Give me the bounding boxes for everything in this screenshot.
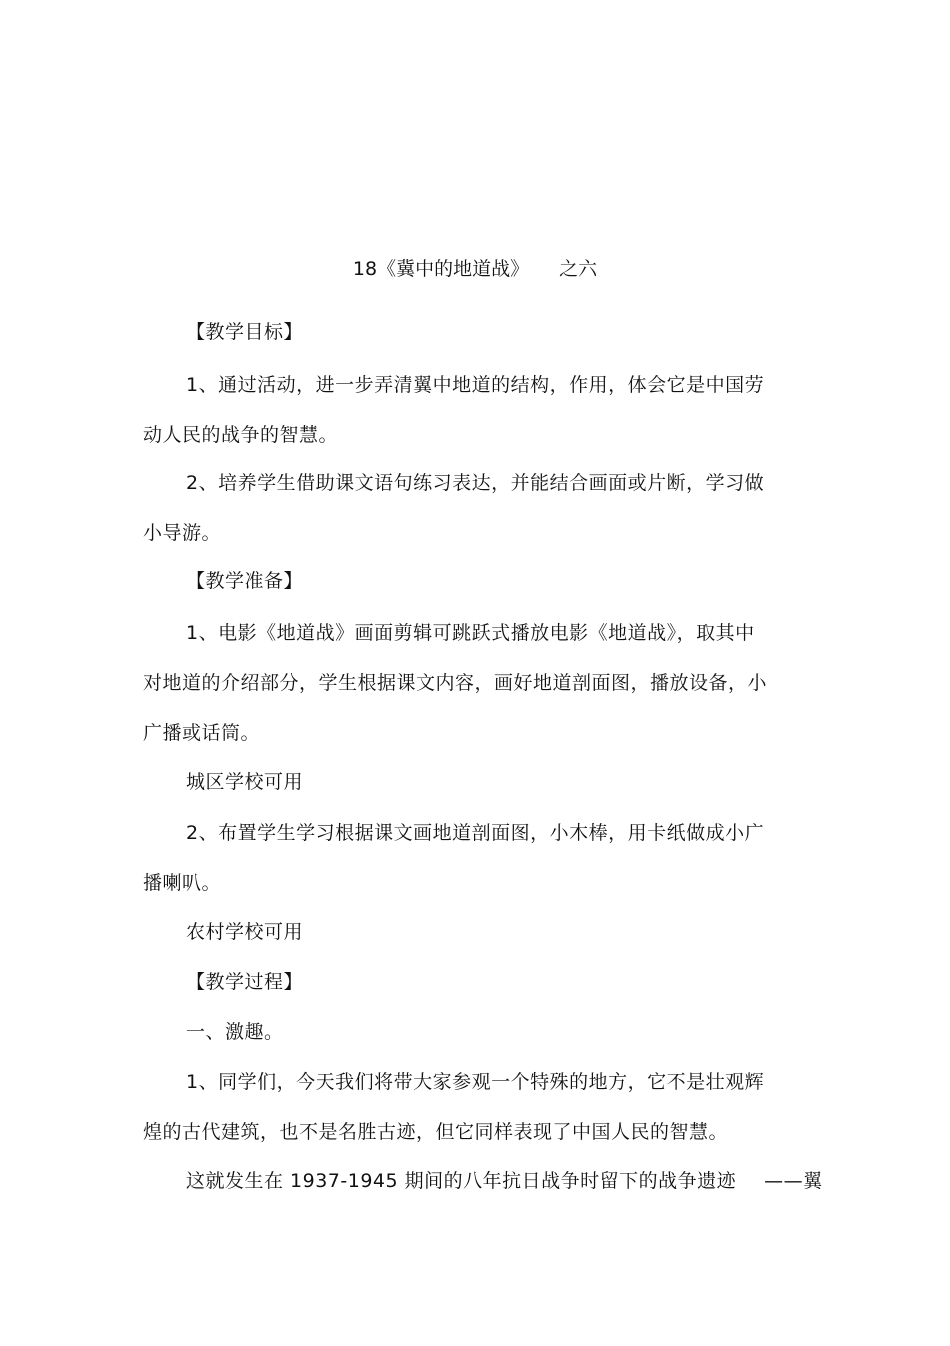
paragraph-line: 动人民的战争的智慧。 (143, 424, 339, 446)
paragraph-line: 对地道的介绍部分，学生根据课文内容，画好地道剖面图，播放设备，小 (143, 672, 768, 694)
last-line-start: 这就发生在 1937-1945 期间的八年抗日战争时留下的战争遗迹 (186, 1170, 737, 1192)
last-line-end: ——翼 (764, 1170, 823, 1192)
paragraph-line: 播喇叭。 (143, 872, 222, 894)
paragraph-line: 1、电影《地道战》画面剪辑可跳跃式播放电影《地道战》，取其中 (186, 622, 755, 644)
title-main: 18《冀中的地道战》 (352, 258, 530, 280)
paragraph-line: 2、布置学生学习根据课文画地道剖面图，小木棒，用卡纸做成小广 (186, 822, 765, 844)
document-title (0, 257, 950, 281)
paragraph-line: 一、激趣。 (186, 1021, 284, 1043)
paragraph-line: 1、同学们，今天我们将带大家参观一个特殊的地方，它不是壮观辉 (186, 1071, 765, 1093)
paragraph-line: 2、培养学生借助课文语句练习表达，并能结合画面或片断，学习做 (186, 472, 765, 494)
paragraph-line: 小导游。 (143, 522, 222, 544)
paragraph-line: 广播或话筒。 (143, 722, 261, 744)
paragraph-line: 1、通过活动，进一步弄清翼中地道的结构，作用，体会它是中国劳 (186, 374, 765, 396)
section-heading-preparation: 【教学准备】 (186, 570, 304, 592)
paragraph-line: 煌的古代建筑，也不是名胜古迹，但它同样表现了中国人民的智慧。 (143, 1121, 729, 1143)
section-heading-process: 【教学过程】 (186, 971, 304, 993)
paragraph-line: 城区学校可用 (186, 771, 304, 793)
paragraph-line: 农村学校可用 (186, 921, 304, 943)
title-suffix: 之六 (559, 258, 598, 280)
section-heading-objectives: 【教学目标】 (186, 321, 304, 343)
paragraph-line-last (186, 1169, 823, 1193)
